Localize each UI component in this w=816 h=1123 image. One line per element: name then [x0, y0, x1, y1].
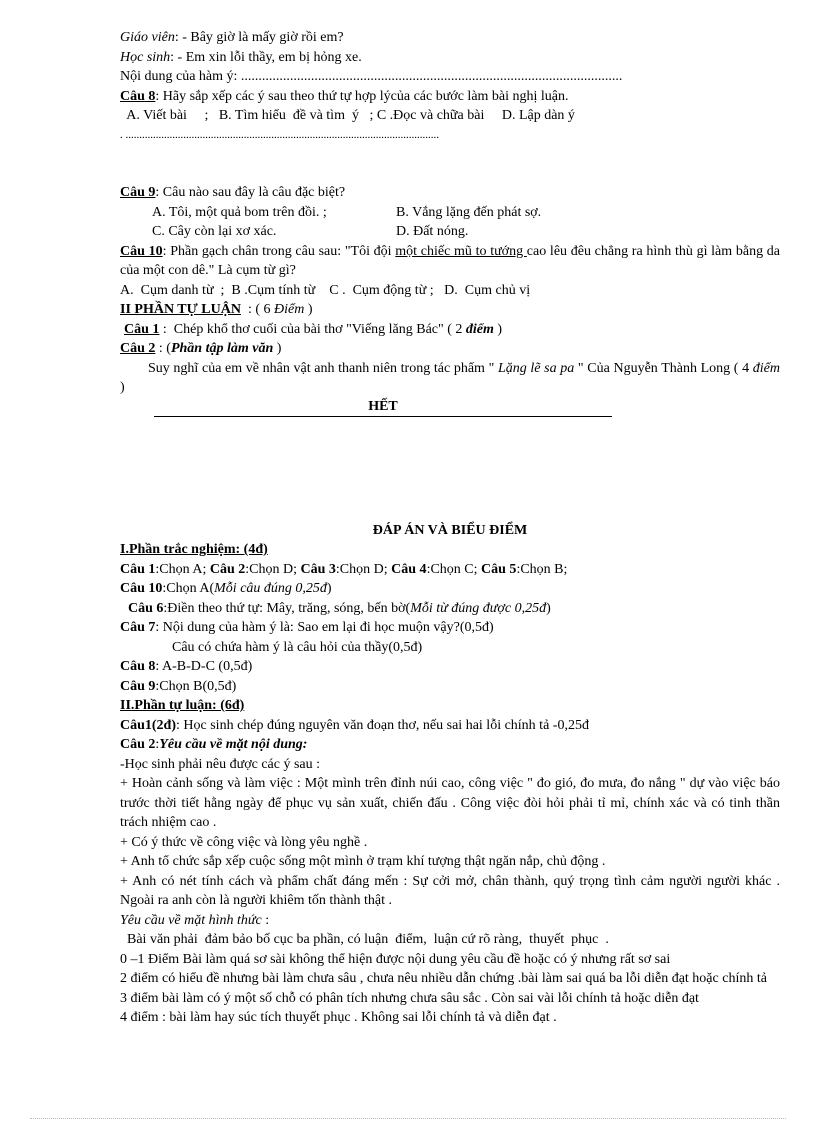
answer-6-note: Mỗi từ đúng được 0,25đ	[410, 600, 547, 616]
essay-question-2-close: )	[120, 380, 125, 395]
answer-line-1-label: Câu 2	[209, 561, 246, 577]
answer-line-1-label: Câu 1	[120, 561, 156, 577]
answer-line-1-label: Câu 3	[300, 561, 336, 577]
essay-question-2-body-pre: Suy nghĩ của em về nhân vật anh thanh niên trong tác phẩm "	[148, 360, 498, 376]
answer-10-text: :Chọn A(	[162, 581, 215, 596]
question-9-option-d: D. Đất nóng.	[396, 224, 469, 239]
answer-line-1-text: :Chọn D;	[245, 561, 301, 577]
answer-key-title: ĐÁP ÁN VÀ BIỂU ĐIỂM	[372, 522, 528, 538]
question-9-options-row2	[120, 222, 780, 242]
answer-part-2-heading: II.Phần tự luận: (6đ)	[120, 698, 245, 713]
document-page	[120, 28, 780, 1028]
answer-essay-2-label: Câu 2	[120, 737, 156, 752]
answer-line-1-label: Câu 4	[391, 561, 427, 577]
answer-line-1-text: :Chọn B;	[516, 561, 568, 577]
answer-6-text: :Điền theo thứ tự: Mây, trăng, sóng, bến bờ(	[163, 600, 411, 616]
answer-form-colon: :	[261, 912, 270, 928]
answer-point-4: + Anh có nét tính cách và phẩm chất đáng mến : Sự cởi mở, chân thành, quý trọng tình cảm người người khác . Ngoài ra anh còn là người khiêm tốn thành thật .	[120, 873, 780, 908]
answer-student-must: -Học sinh phải nêu được các ý sau :	[120, 756, 321, 772]
question-9	[120, 183, 780, 203]
question-10-underlined: một chiếc mũ to tướng	[395, 243, 527, 259]
answer-line-1	[120, 560, 780, 580]
part-2-score-word: Điểm	[274, 302, 305, 317]
question-9-option-c: C. Cây còn lại xơ xác.	[152, 224, 277, 239]
student-text: : - Em xin lỗi thầy, em bị hỏng xe.	[170, 49, 362, 65]
question-10-label: Câu 10	[120, 243, 163, 259]
answer-question-7	[120, 618, 780, 638]
answer-10-label: Câu 10	[120, 581, 163, 596]
essay-question-1-text: : Chép khổ thơ cuối của bài thơ "Viếng lăng Bác" ( 2	[159, 321, 466, 337]
answer-essay-1-text: : Học sinh chép đúng nguyên văn đoạn thơ, nếu sai hai lỗi chính tả -0,25đ	[176, 717, 589, 733]
answer-part-1-heading: I.Phần trắc nghiệm: (4đ)	[120, 542, 268, 557]
question-8-text: : Hãy sắp xếp các ý sau theo thứ tự hợp lýcủa các bước làm bài nghị luận.	[155, 88, 569, 104]
grade-0-1: 0 –1 Điểm Bài làm quá sơ sài không thể hiện được nội dung yêu cầu đề hoặc có ý nhưng rất sơ sai	[120, 951, 671, 967]
answer-essay-2-colon: :	[155, 737, 160, 752]
answer-9-label: Câu 9	[120, 678, 156, 694]
answer-question-9	[120, 677, 780, 697]
answer-form-text: Bài văn phải đảm bảo bố cục ba phần, có luận điểm, luận cứ rõ ràng, thuyết phục .	[120, 932, 609, 947]
student-label: Học sinh	[120, 49, 171, 65]
answer-essay-1-label: Câu1(2đ)	[120, 717, 177, 733]
essay-question-1	[120, 320, 780, 340]
part-2-score-post: )	[304, 302, 313, 317]
answer-point-2: + Có ý thức về công việc và lòng yêu nghề .	[120, 834, 368, 850]
essay-question-2-work: Lặng lẽ sa pa	[497, 360, 575, 376]
teacher-text: : - Bây giờ là mấy giờ rồi em?	[174, 30, 344, 45]
teacher-line	[120, 28, 780, 48]
answer-question-7-line2: Câu có chứa hàm ý là câu hỏi của thầy(0,5đ)	[172, 639, 423, 655]
answer-question-6	[120, 599, 780, 619]
answer-essay-1	[120, 716, 780, 736]
question-10-text-pre: : Phần gạch chân trong câu sau: "Tôi đội	[162, 243, 396, 259]
question-10-text-post: cao lêu đêu chẳng ra hình thù gì làm bằng da của một con dê." Là cụm từ gì?	[120, 243, 780, 278]
answer-question-8	[120, 657, 780, 677]
answer-line-1-text: :Chọn C;	[426, 561, 482, 577]
question-9-options-row1	[120, 203, 780, 223]
page-bottom-rule	[30, 1118, 786, 1119]
question-10	[120, 242, 780, 281]
answer-8-text: : A-B-D-C (0,5đ)	[155, 659, 253, 674]
grade-4: 4 điểm : bài làm hay súc tích thuyết phục . Không sai lỗi chính tả và diễn đạt .	[120, 1010, 557, 1025]
essay-question-2-pre: : (	[155, 341, 171, 356]
answer-6-label: Câu 6	[128, 600, 164, 616]
question-9-label: Câu 9	[120, 185, 156, 200]
essay-question-2-body	[120, 359, 780, 398]
end-marker: HẾT	[154, 398, 612, 417]
answer-point-1: + Hoàn cảnh sống và làm việc : Một mình trên đỉnh núi cao, công việc " đo gió, đo mưa, đo nắng " dự vào việc báo trước thời tiết hằng ngày để phục vụ sản xuất, chiến đấu . Công việc đòi hỏi phải tỉ mỉ, chính xác và có tinh thần trách nhiệm cao .	[120, 776, 780, 830]
student-line	[120, 48, 780, 68]
answer-10-note: Mỗi câu đúng 0,25đ	[214, 581, 327, 596]
question-8-label: Câu 8	[120, 88, 156, 104]
answer-7-text: : Nội dung của hàm ý là: Sao em lại đi học muộn vậy?(0,5đ)	[155, 620, 494, 635]
answer-7-label: Câu 7	[120, 620, 156, 635]
answer-point-3: + Anh tổ chức sắp xếp cuộc sống một mình ở trạm khí tượng thật ngăn nắp, chủ động .	[120, 854, 606, 869]
question-8	[120, 87, 780, 107]
essay-question-2-end: )	[273, 341, 282, 356]
essay-question-2	[120, 339, 780, 359]
question-9-option-b: B. Vắng lặng đến phát sợ.	[396, 204, 542, 220]
essay-question-2-title: Phần tập làm văn	[170, 341, 274, 356]
part-2-title: II PHẦN TỰ LUẬN	[120, 302, 241, 317]
answer-line-1-label: Câu 5	[481, 561, 517, 577]
essay-question-2-label: Câu 2	[120, 341, 156, 356]
question-9-option-a: A. Tôi, một quả bom trên đồi. ;	[152, 204, 327, 220]
answer-question-10	[120, 579, 780, 599]
answer-6-end: )	[546, 600, 551, 616]
essay-question-2-score: điểm	[752, 360, 780, 376]
essay-question-1-end: )	[493, 321, 503, 337]
answer-10-end: )	[326, 581, 332, 596]
implied-meaning-line: Nội dung của hàm ý: .............................................................................................................	[120, 69, 623, 84]
question-8-dots: . ..................................................................................................................	[120, 128, 439, 141]
question-9-text: : Câu nào sau đây là câu đặc biệt?	[155, 185, 346, 200]
essay-question-1-label: Câu 1	[124, 321, 160, 337]
answer-line-1-text: :Chọn A;	[155, 561, 210, 577]
part-2-heading	[120, 300, 780, 320]
answer-9-text: :Chọn B(0,5đ)	[155, 678, 237, 694]
answer-essay-2-requirement: Yêu cầu về mặt nội dung:	[159, 737, 308, 752]
answer-8-label: Câu 8	[120, 659, 156, 674]
answer-form-label: Yêu cầu về mặt hình thức	[120, 912, 262, 928]
part-2-score-pre: : ( 6	[240, 302, 275, 317]
grade-3: 3 điểm bài làm có ý một số chỗ có phân tích nhưng chưa sâu sắc . Còn sai vài lỗi chính tả hoặc diễn đạt	[120, 990, 699, 1006]
essay-question-1-score: điểm	[465, 321, 494, 337]
question-10-options: A. Cụm danh từ ; B .Cụm tính từ C . Cụm động từ ; D. Cụm chủ vị	[120, 282, 531, 298]
answer-line-1-text: :Chọn D;	[335, 561, 392, 577]
question-8-options: A. Viết bài ; B. Tìm hiểu đề và tìm ý ; C .Đọc và chữa bài D. Lập dàn ý	[120, 108, 575, 123]
grade-2: 2 điểm có hiểu đề nhưng bài làm chưa sâu , chưa nêu nhiều dẫn chứng .bài làm sai quá ba lỗi diễn đạt hoặc chính tả	[120, 971, 767, 986]
essay-question-2-body-post: " Của Nguyễn Thành Long ( 4	[574, 360, 753, 376]
answer-essay-2	[120, 735, 780, 755]
teacher-label: Giáo viên	[120, 30, 175, 45]
answer-form-requirement	[120, 911, 780, 931]
